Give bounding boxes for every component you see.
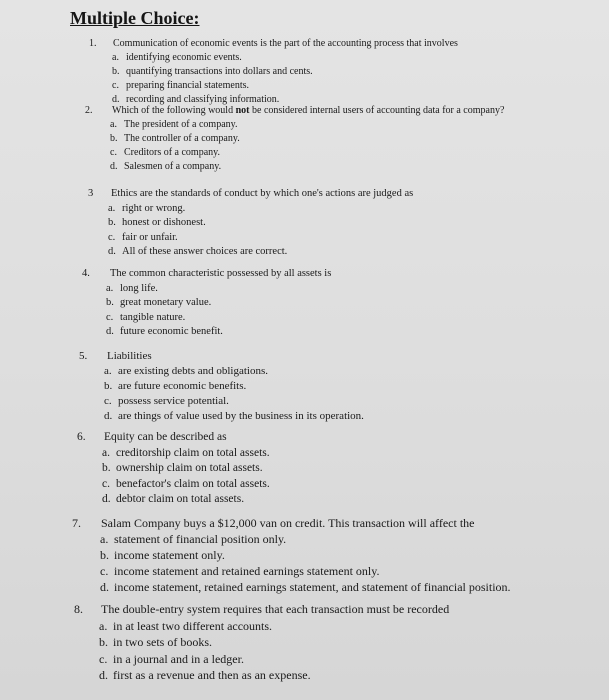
option-text: possess service potential. — [118, 395, 229, 407]
option-letter: b. — [100, 548, 109, 562]
option-letter: c. — [110, 147, 117, 158]
answer-option — [110, 161, 221, 172]
question-text-main: Which of the following would — [112, 105, 236, 116]
option-text: statement of financial position only. — [114, 532, 287, 546]
option-text: The president of a company. — [124, 119, 238, 130]
option-text: benefactor's claim on total assets. — [116, 477, 270, 490]
option-letter: d. — [99, 668, 108, 682]
question-text — [113, 38, 458, 49]
question-text-main: The double-entry system requires that each transaction must be recorded — [101, 602, 450, 616]
answer-option — [102, 493, 244, 505]
option-text: recording and classifying information. — [126, 94, 280, 105]
option-letter: d. — [104, 410, 113, 422]
option-letter: c. — [112, 80, 119, 91]
option-letter: b. — [104, 380, 113, 392]
question-text — [110, 268, 331, 279]
answer-option — [110, 119, 237, 130]
question-text-main: Equity can be described as — [104, 431, 227, 443]
answer-option — [100, 532, 286, 547]
answer-option — [99, 668, 311, 683]
answer-option — [108, 217, 206, 228]
question-text-emphasis: not — [235, 105, 250, 116]
question-number: 4. — [82, 268, 90, 279]
option-letter: d. — [112, 94, 120, 105]
option-letter: a. — [100, 532, 109, 546]
question-text — [107, 350, 152, 362]
question-text — [111, 188, 413, 199]
option-letter: c. — [106, 311, 114, 323]
answer-option — [110, 133, 240, 144]
question-number: 5. — [79, 350, 88, 362]
answer-option — [100, 580, 511, 595]
option-text: Creditors of a company. — [124, 147, 220, 158]
question-text-main: Liabilities — [107, 350, 152, 362]
option-text: in two sets of books. — [113, 635, 212, 649]
option-text: future economic benefit. — [120, 326, 223, 337]
option-letter: a. — [112, 52, 119, 63]
option-letter: a. — [106, 282, 114, 294]
option-text: in at least two different accounts. — [113, 618, 273, 633]
question-number: 1. — [89, 38, 97, 49]
question-text-main: The common characteristic possessed by all assets is — [110, 268, 332, 279]
option-text: honest or dishonest. — [122, 217, 206, 228]
question-number: 6. — [77, 431, 86, 443]
question-text — [101, 602, 449, 617]
question-number: 3 — [88, 188, 94, 199]
option-text: are future economic benefits. — [118, 380, 247, 392]
question-number: 7. — [72, 516, 81, 530]
option-text: in a journal and in a ledger. — [113, 651, 244, 666]
option-text: debtor claim on total assets. — [116, 493, 245, 505]
option-text: income statement only. — [114, 548, 225, 562]
answer-option — [104, 410, 364, 422]
answer-option — [104, 365, 268, 377]
option-text: income statement and retained earnings statement only. — [114, 564, 380, 578]
answer-option — [104, 395, 229, 407]
option-text: The controller of a company. — [124, 133, 240, 144]
option-text: great monetary value. — [120, 297, 212, 308]
option-text: identifying economic events. — [126, 52, 242, 63]
option-letter: a. — [99, 618, 108, 633]
option-letter: a. — [110, 119, 117, 130]
answer-option — [106, 326, 223, 337]
option-text: long life. — [120, 282, 158, 294]
option-letter: c. — [102, 477, 110, 490]
question-number: 2. — [85, 105, 93, 116]
option-text: preparing financial statements. — [126, 80, 250, 91]
answer-option — [102, 478, 270, 490]
answer-option — [100, 548, 225, 563]
question-text-main: Ethics are the standards of conduct by which one's actions are judged as — [111, 188, 414, 199]
answer-option — [108, 246, 287, 257]
option-letter: b. — [106, 297, 114, 308]
answer-option — [99, 652, 244, 667]
option-letter: b. — [108, 217, 116, 228]
option-letter: d. — [100, 580, 109, 594]
answer-option — [108, 203, 185, 214]
answer-option — [110, 147, 220, 158]
option-letter: b. — [110, 133, 118, 144]
option-letter: c. — [108, 231, 116, 243]
option-letter: a. — [108, 202, 116, 214]
option-text: Salesmen of a company. — [124, 161, 222, 172]
option-letter: a. — [102, 446, 110, 459]
option-letter: a. — [104, 365, 112, 377]
answer-option — [104, 380, 246, 392]
option-letter: b. — [99, 635, 108, 649]
answer-option — [106, 297, 211, 308]
answer-option — [112, 66, 313, 77]
answer-option — [108, 232, 178, 243]
answer-option — [102, 462, 263, 474]
answer-option — [99, 635, 212, 650]
option-text: right or wrong. — [122, 202, 186, 214]
option-text: quantifying transactions into dollars and cents. — [126, 66, 313, 77]
option-text: first as a revenue and then as an expense. — [113, 668, 311, 682]
question-number: 8. — [74, 602, 83, 616]
question-text — [104, 431, 227, 443]
option-text: creditorship claim on total assets. — [116, 446, 270, 459]
answer-option — [112, 52, 242, 63]
option-letter: d. — [106, 326, 114, 337]
page-title: Multiple Choice: — [70, 8, 200, 28]
answer-option — [106, 312, 185, 323]
option-letter: d. — [108, 246, 116, 257]
question-text — [101, 516, 474, 531]
option-text: fair or unfair. — [122, 231, 178, 243]
answer-option — [102, 447, 270, 459]
option-letter: c. — [104, 395, 112, 407]
option-letter: b. — [112, 66, 120, 77]
option-text: are things of value used by the business in its operation. — [118, 410, 364, 422]
answer-option — [112, 80, 249, 91]
option-text: All of these answer choices are correct. — [122, 246, 288, 257]
option-text: income statement, retained earnings statement, and statement of financial position. — [114, 580, 511, 594]
question-text-rest: be considered internal users of accounting data for a company? — [249, 105, 505, 116]
option-letter: b. — [102, 462, 111, 474]
option-letter: d. — [110, 161, 118, 172]
option-text: tangible nature. — [120, 311, 186, 323]
option-letter: c. — [99, 651, 108, 666]
answer-option — [100, 564, 379, 579]
answer-option — [106, 283, 158, 294]
answer-option — [99, 619, 272, 634]
question-text-main: Communication of economic events is the part of the accounting process that involves — [113, 38, 458, 49]
option-text: ownership claim on total assets. — [116, 462, 263, 474]
answer-option — [112, 94, 279, 105]
option-letter: d. — [102, 493, 111, 505]
option-letter: c. — [100, 564, 109, 578]
option-text: are existing debts and obligations. — [118, 365, 268, 377]
question-text — [112, 105, 504, 116]
question-text-main: Salam Company buys a $12,000 van on credit. This transaction will affect the — [101, 516, 475, 530]
